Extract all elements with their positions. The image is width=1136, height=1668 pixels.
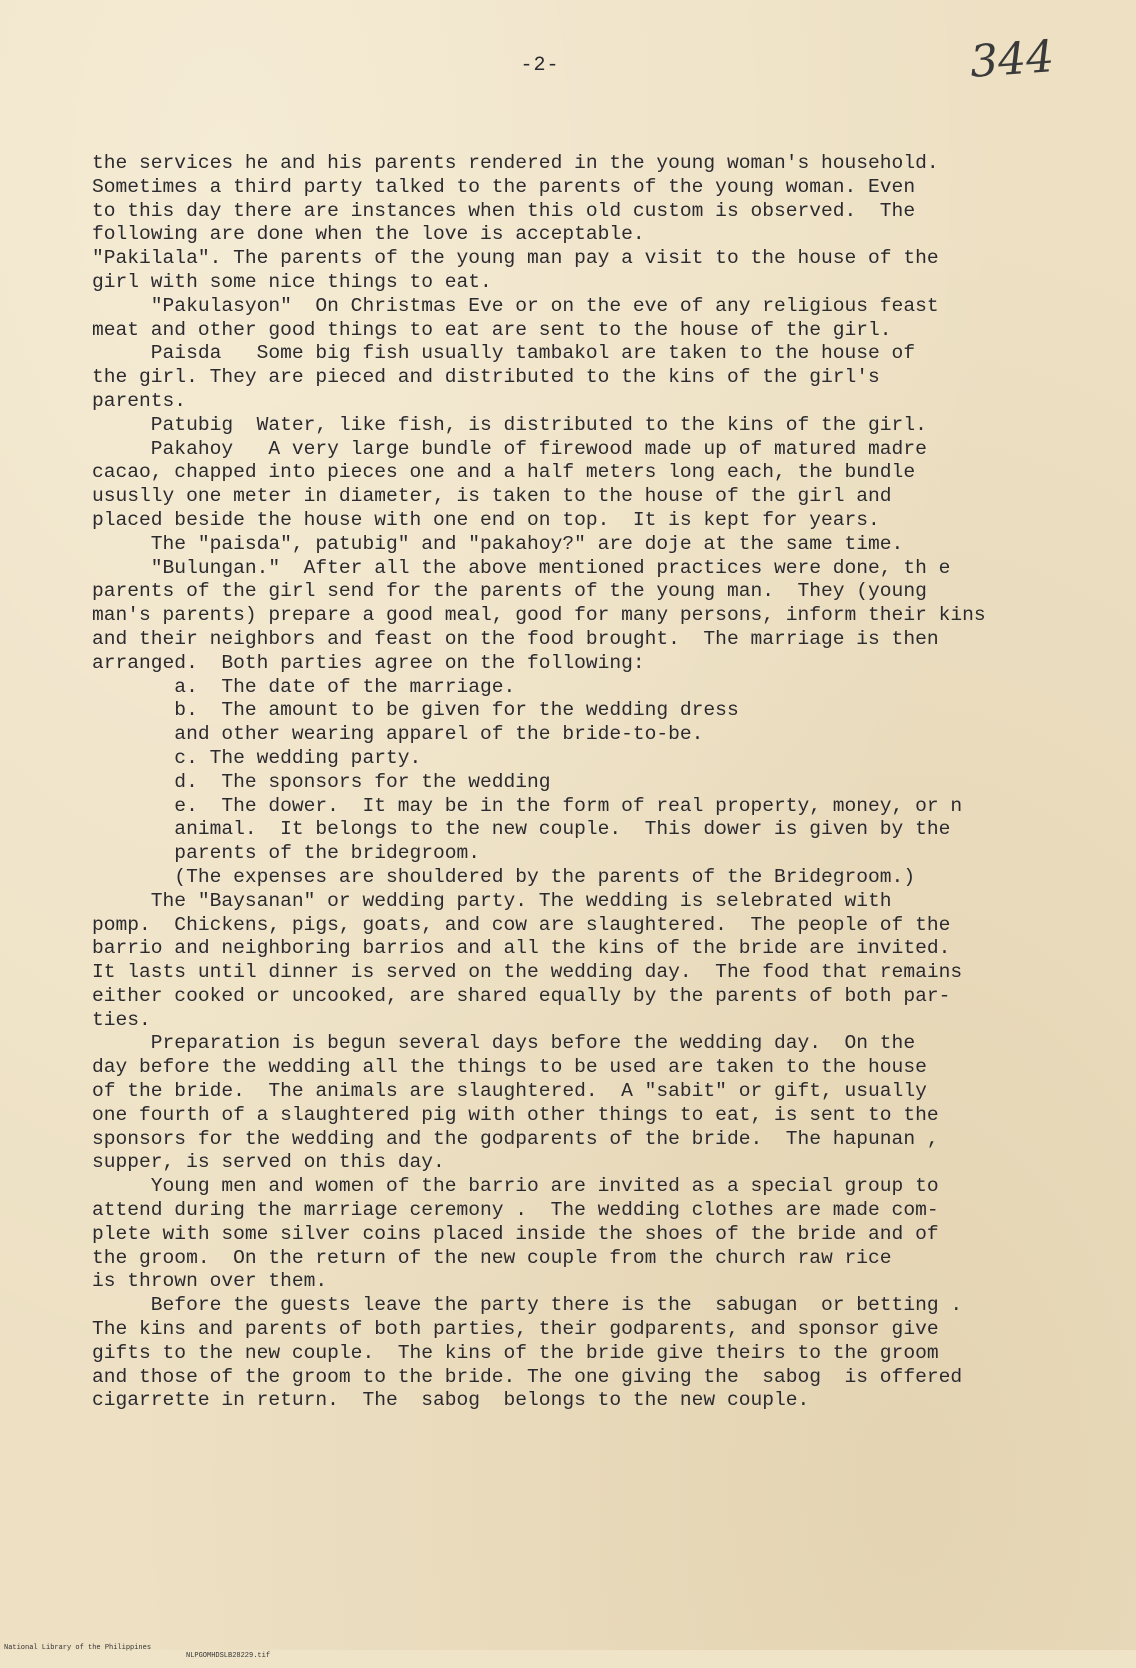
text-line: "Bulungan." After all the above mentioned practices were done, th e (92, 556, 951, 579)
text-line: It lasts until dinner is served on the wedding day. The food that remains (92, 961, 963, 984)
text-line: c. The wedding party. (92, 746, 422, 769)
text-line: gifts to the new couple. The kins of the bride give theirs to the groom (92, 1341, 939, 1364)
text-line: cacao, chapped into pieces one and a half meters long each, the bundle (92, 461, 916, 484)
text-line: the groom. On the return of the new couple from the church raw rice (92, 1246, 892, 1269)
text-line: to this day there are instances when this old custom is observed. The (92, 199, 916, 222)
text-line: ususlly one meter in diameter, is taken to the house of the girl and (92, 485, 892, 508)
text-line: the girl. They are pieced and distributed to the kins of the girl's (92, 366, 880, 389)
text-line: parents of the bridegroom. (92, 842, 481, 865)
text-line: sponsors for the wedding and the godparents of the bride. The hapunan , (92, 1127, 939, 1150)
text-line: b. The amount to be given for the wedding dress (92, 699, 739, 722)
text-line: cigarrette in return. The sabog belongs to the new couple. (92, 1389, 810, 1412)
text-line: and other wearing apparel of the bride-to-be. (92, 723, 704, 746)
text-line: Before the guests leave the party there is the sabugan or betting . (92, 1294, 963, 1317)
text-line: arranged. Both parties agree on the following: (92, 651, 645, 674)
text-line: the services he and his parents rendered in the young woman's household. (92, 152, 939, 174)
text-line: The kins and parents of both parties, their godparents, and sponsor give (92, 1318, 939, 1341)
text-line: placed beside the house with one end on top. It is kept for years. (92, 508, 880, 531)
typewritten-body (92, 152, 1082, 1413)
text-line: "Pakulasyon" On Christmas Eve or on the eve of any religious feast (92, 294, 939, 317)
text-line: day before the wedding all the things to be used are taken to the house (92, 1056, 927, 1079)
text-line: Young men and women of the barrio are invited as a special group to (92, 1175, 939, 1198)
text-line: supper, is served on this day. (92, 1151, 445, 1174)
text-line: meat and other good things to eat are sent to the house of the girl. (92, 318, 892, 341)
text-line: parents. (92, 389, 187, 412)
text-line: The "paisda", patubig" and "pakahoy?" are doje at the same time. (92, 532, 904, 555)
text-line: is thrown over them. (92, 1270, 328, 1293)
text-line: following are done when the love is acceptable. (92, 223, 645, 246)
text-line: barrio and neighboring barrios and all the kins of the bride are invited. (92, 937, 951, 960)
text-line: Pakahoy A very large bundle of firewood made up of matured madre (92, 437, 927, 460)
text-line: girl with some nice things to eat. (92, 270, 492, 293)
text-line: either cooked or uncooked, are shared equally by the parents of both par- (92, 984, 951, 1007)
footer-file-id: NLPGOMHDSLB28229.tif (186, 1652, 271, 1660)
text-line: a. The date of the marriage. (92, 675, 516, 698)
text-line: and those of the groom to the bride. The one giving the sabog is offered (92, 1365, 963, 1388)
text-line: man's parents) prepare a good meal, good for many persons, inform their kins (92, 604, 986, 627)
page-number: -2- (520, 54, 560, 77)
text-line: Preparation is begun several days before the wedding day. On the (92, 1032, 916, 1055)
text-line: pomp. Chickens, pigs, goats, and cow are slaughtered. The people of the (92, 913, 951, 936)
text-line: The "Baysanan" or wedding party. The wedding is selebrated with (92, 889, 892, 912)
handwritten-archive-number: 344 (968, 31, 1056, 88)
text-line: ties. (92, 1008, 151, 1031)
text-line: of the bride. The animals are slaughtered. A "sabit" or gift, usually (92, 1080, 927, 1103)
text-line: e. The dower. It may be in the form of real property, money, or n (92, 794, 963, 817)
scan-footer (0, 1636, 1136, 1668)
text-line: Paisda Some big fish usually tambakol are taken to the house of (92, 342, 916, 365)
text-line: one fourth of a slaughtered pig with other things to eat, is sent to the (92, 1103, 939, 1126)
text-line: and their neighbors and feast on the food brought. The marriage is then (92, 627, 939, 650)
text-line: animal. It belongs to the new couple. This dower is given by the (92, 818, 951, 841)
text-line: plete with some silver coins placed inside the shoes of the bride and of (92, 1222, 939, 1245)
text-line: attend during the marriage ceremony . The wedding clothes are made com- (92, 1199, 939, 1222)
text-line: parents of the girl send for the parents of the young man. They (young (92, 580, 927, 603)
text-line: Patubig Water, like fish, is distributed to the kins of the girl. (92, 413, 927, 436)
text-line: Sometimes a third party talked to the parents of the young woman. Even (92, 175, 916, 198)
footer-library-name: National Library of the Philippines (4, 1644, 152, 1652)
text-line: d. The sponsors for the wedding (92, 770, 551, 793)
text-line: "Pakilala". The parents of the young man pay a visit to the house of the (92, 247, 939, 270)
text-line: (The expenses are shouldered by the parents of the Bridegroom.) (92, 865, 916, 888)
